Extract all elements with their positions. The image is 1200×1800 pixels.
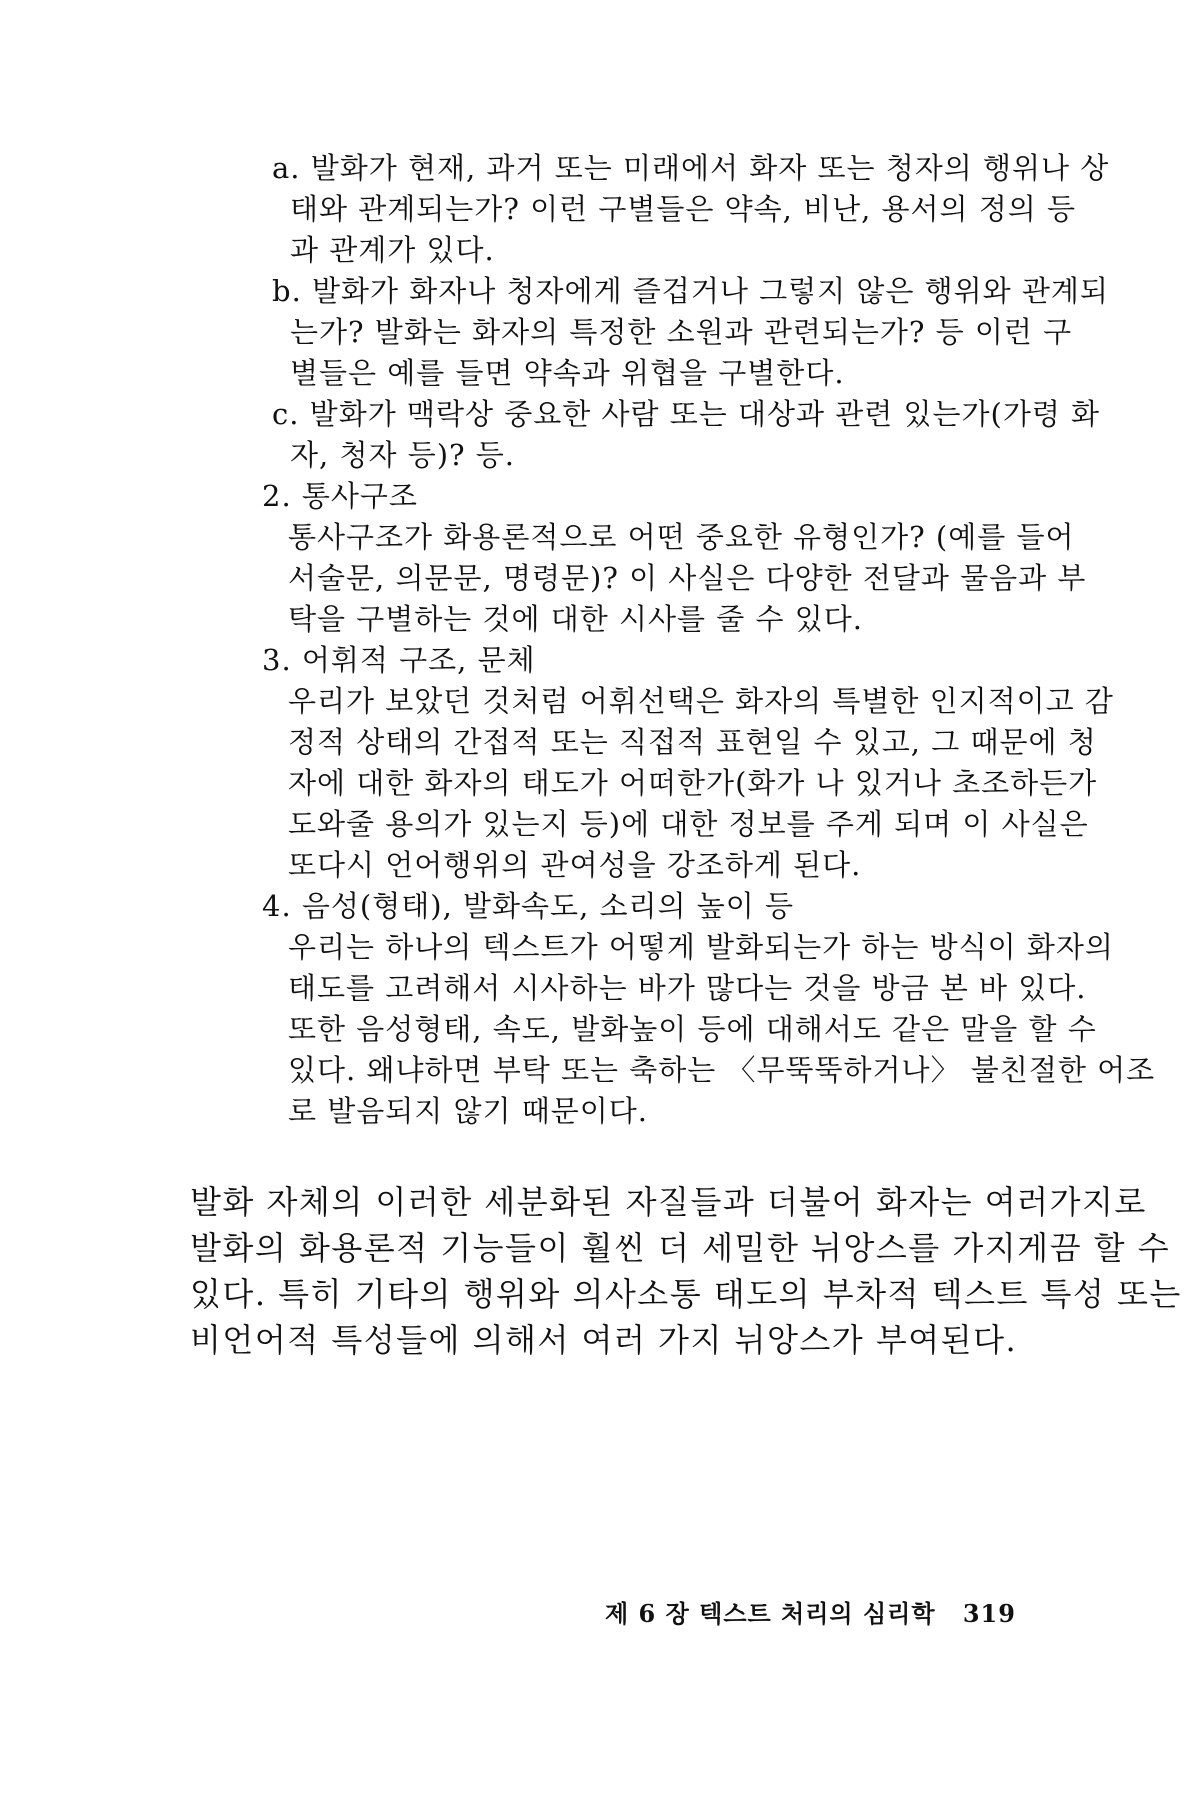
section-heading: 3. 어휘적 구조, 문체 <box>262 643 536 677</box>
text-line: 발화 자체의 이러한 세분화된 자질들과 더불어 화자는 여러가지로 <box>190 1183 1147 1221</box>
text-line: b. 발화가 화자나 청자에게 즐겁거나 그렇지 않은 행위와 관계되 <box>272 274 1109 308</box>
text-line: 자, 청자 등)? 등. <box>290 438 516 472</box>
text-line: 우리가 보았던 것처럼 어휘선택은 화자의 특별한 인지적이고 감 <box>288 684 1114 718</box>
text-line: 태와 관계되는가? 이런 구별들은 약속, 비난, 용서의 정의 등 <box>290 192 1077 226</box>
text-line: 또다시 언어행위의 관여성을 강조하게 된다. <box>288 848 862 882</box>
text-line: 또한 음성형태, 속도, 발화높이 등에 대해서도 같은 말을 할 수 <box>288 1012 1097 1046</box>
text-line: 정적 상태의 간접적 또는 직접적 표현일 수 있고, 그 때문에 청 <box>288 725 1097 759</box>
text-line: 비언어적 특성들에 의해서 여러 가지 뉘앙스가 부여된다. <box>190 1321 1018 1359</box>
text-line: c. 발화가 맥락상 중요한 사람 또는 대상과 관련 있는가(가령 화 <box>272 397 1101 431</box>
text-line: 탁을 구별하는 것에 대한 시사를 줄 수 있다. <box>288 602 863 636</box>
running-head: 제 6 장 텍스트 처리의 심리학 <box>605 1599 936 1628</box>
section-heading: 4. 음성(형태), 발화속도, 소리의 높이 등 <box>262 889 795 923</box>
text-line: 과 관계가 있다. <box>290 233 495 267</box>
text-line: 발화의 화용론적 기능들이 훨씬 더 세밀한 뉘앙스를 가지게끔 할 수 <box>190 1229 1171 1267</box>
text-line: 서술문, 의문문, 명령문)? 이 사실은 다양한 전달과 물음과 부 <box>288 561 1087 595</box>
text-line: 태도를 고려해서 시사하는 바가 많다는 것을 방금 본 바 있다. <box>288 971 1087 1005</box>
page-footer <box>605 1598 1016 1630</box>
text-line: 도와줄 용의가 있는지 등)에 대한 정보를 주게 되며 이 사실은 <box>288 807 1089 841</box>
page-number: 319 <box>962 1599 1016 1628</box>
text-line: 별들은 예를 들면 약속과 위협을 구별한다. <box>290 356 845 390</box>
text-line: 있다. 왜냐하면 부탁 또는 축하는 〈무뚝뚝하거나〉 불친절한 어조 <box>288 1053 1156 1087</box>
text-line: 로 발음되지 않기 때문이다. <box>288 1094 649 1128</box>
text-line: 는가? 발화는 화자의 특정한 소원과 관련되는가? 등 이런 구 <box>290 315 1073 349</box>
section-heading: 2. 통사구조 <box>262 479 418 513</box>
text-line: 통사구조가 화용론적으로 어떤 중요한 유형인가? (예를 들어 <box>288 520 1075 554</box>
text-line: a. 발화가 현재, 과거 또는 미래에서 화자 또는 청자의 행위나 상 <box>272 151 1110 185</box>
text-line: 우리는 하나의 텍스트가 어떻게 발화되는가 하는 방식이 화자의 <box>288 930 1114 964</box>
text-line: 있다. 특히 기타의 행위와 의사소통 태도의 부차적 텍스트 특성 또는 <box>190 1275 1182 1313</box>
text-line: 자에 대한 화자의 태도가 어떠한가(화가 나 있거나 초조하든가 <box>288 766 1098 800</box>
